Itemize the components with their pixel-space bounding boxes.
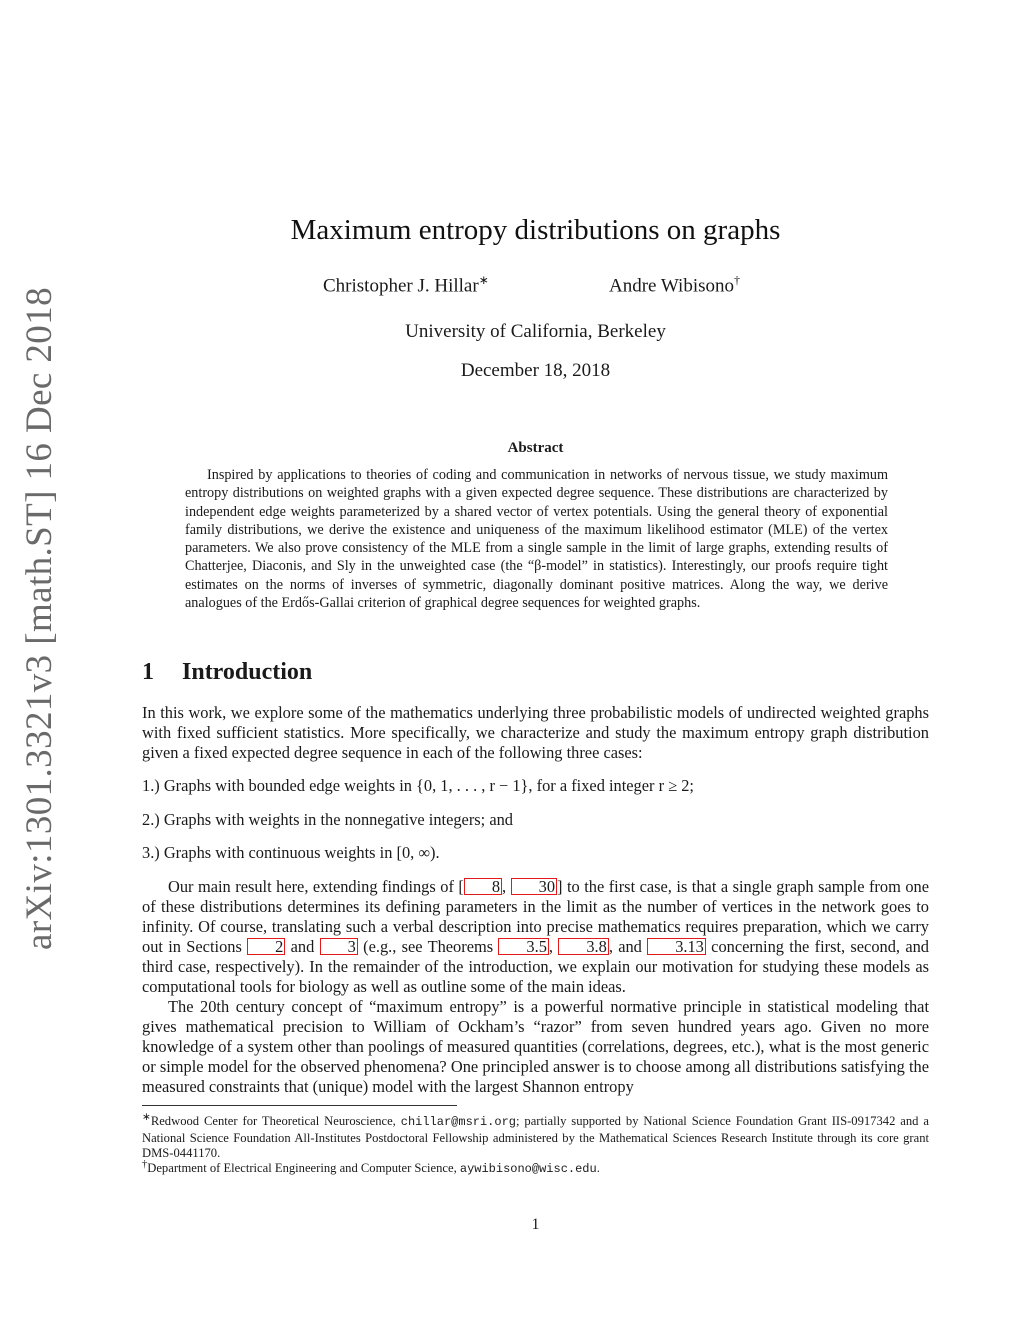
paragraph-text: ] to the first case, is that a single graph sample from one of these distributions determines its defining parameters in the limit as the number of vertices in the network goes to infinity. Of course, translating such a verbal description into precise mathematics requires preparation, which we carry out in Sections <box>142 877 929 956</box>
citation-link-30[interactable]: 30 <box>511 878 557 895</box>
footnote-1 <box>142 1110 929 1162</box>
paragraph-text: , and <box>608 937 648 956</box>
theorem-link-3-13[interactable]: 3.13 <box>647 938 706 955</box>
section-link-3[interactable]: 3 <box>320 938 358 955</box>
abstract-heading: Abstract <box>507 440 564 456</box>
author-footnote-mark: † <box>734 273 741 287</box>
paper-title: Maximum entropy distributions on graphs <box>290 214 781 246</box>
footnote-divider <box>142 1105 457 1106</box>
paragraph-text: , <box>548 937 559 956</box>
citation-link-8[interactable]: 8 <box>464 878 502 895</box>
author-name: Andre Wibisono <box>609 275 735 297</box>
author-name: Christopher J. Hillar <box>323 275 479 297</box>
paragraph-text: and <box>285 937 320 956</box>
paragraph-text: , <box>502 877 511 896</box>
arxiv-identifier-stamp: arXiv:1301.3321v3 [math.ST] 16 Dec 2018 <box>19 287 60 950</box>
theorem-link-3-8[interactable]: 3.8 <box>558 938 609 955</box>
author-hillar <box>323 273 489 297</box>
abstract-text: Inspired by applications to theories of coding and communication in networks of nervous tissue, we study maximum entropy distributions on weighted graphs with a given expected degree sequence. These distributions are characterized by independent edge weights parameterized by a shared vector of vertex potentials. Using the general theory of exponential family distributions, we derive the existence and uniqueness of the maximum likelihood estimator (MLE) of the vertex parameters. We also prove consistency of the MLE from a single sample in the limit of large graphs, extending results of Chatterjee, Diaconis, and Sly in the unweighted case (the “β-model” in statistics). Interestingly, our proofs require tight estimates on the norms of inverses of symmetric, diagonally dominant positive matrices. Along the way, we derive analogues of the Erdős-Gallai criterion of graphical degree sequences for weighted graphs. <box>185 467 888 612</box>
footnote-text: Department of Electrical Engineering and Computer Science, <box>147 1161 460 1176</box>
intro-paragraph-2 <box>142 877 929 997</box>
section-heading <box>142 659 312 686</box>
author-footnote-mark: ∗ <box>478 273 489 287</box>
list-item-case-1: 1.) Graphs with bounded edge weights in {0, 1, . . . , r − 1}, for a fixed integer r ≥ 2; <box>142 776 694 795</box>
affiliation: University of California, Berkeley <box>405 321 666 342</box>
publication-date: December 18, 2018 <box>460 360 611 381</box>
list-item-case-3: 3.) Graphs with continuous weights in [0, ∞). <box>142 843 440 862</box>
footnote-text: Redwood Center for Theoretical Neuroscience, <box>150 1114 401 1129</box>
section-title: Introduction <box>182 659 313 685</box>
intro-paragraph-3: The 20th century concept of “maximum entropy” is a powerful normative principle in statistical modeling that gives mathematical precision to William of Ockham’s “razor” from seven hundred years ago. Given no more knowledge of a system other than poolings of measured quantities (correlations, degrees, etc.), what is the most generic or simple model for the observed phenomena? One principled answer is to choose among all distributions satisfying the measured constraints that (unique) model with the largest Shannon entropy <box>142 997 929 1096</box>
footnote-2 <box>142 1157 929 1178</box>
footnote-text: ; partially supported by National Science Foundation Grant IIS-0917342 and a National Science Foundation All-Institutes Postdoctoral Fellowship administered by the Mathematical Sciences Research Institute through its core grant DMS-0441170. <box>142 1114 929 1161</box>
theorem-link-3-5[interactable]: 3.5 <box>498 938 549 955</box>
section-number: 1 <box>142 659 154 685</box>
list-item-case-2: 2.) Graphs with weights in the nonnegative integers; and <box>142 810 513 829</box>
page-number: 1 <box>531 1216 540 1233</box>
email-wibisono: aywibisono@wisc.edu <box>459 1162 597 1177</box>
email-hillar: chillar@msri.org <box>400 1115 516 1130</box>
author-wibisono <box>609 273 740 297</box>
section-link-2[interactable]: 2 <box>247 938 285 955</box>
footnote-mark: ∗ <box>142 1112 151 1123</box>
paragraph-text: Our main result here, extending findings of [ <box>168 877 464 896</box>
footnote-text: . <box>596 1161 600 1176</box>
intro-paragraph-1: In this work, we explore some of the mathematics underlying three probabilistic models of undirected weighted graphs with fixed sufficient statistics. More specifically, we characterize and study the maximum entropy graph distribution given a fixed expected degree sequence in each of the following three cases: <box>142 703 929 762</box>
paragraph-text: (e.g., see Theorems <box>357 937 499 956</box>
paragraph-text: concerning the first, second, and third case, respectively). In the remainder of the introduction, we explain our motivation for studying these models as computational tools for biology as well as outline some of the main ideas. <box>142 937 929 996</box>
footnote-mark: † <box>142 1159 148 1170</box>
